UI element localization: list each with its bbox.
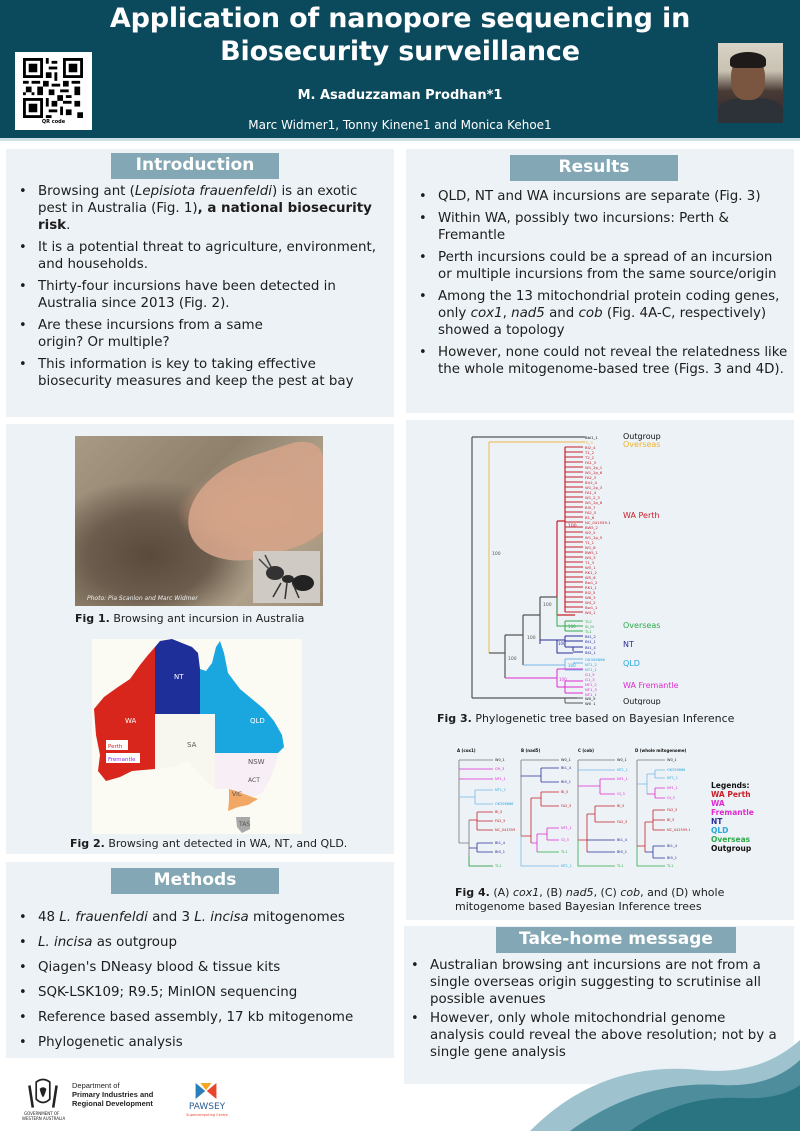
dpird-line-3: Regional Development xyxy=(72,1099,153,1108)
map-label-qld: QLD xyxy=(250,717,265,725)
wa-crest-icon xyxy=(26,1077,60,1111)
svg-text:Bt5_1: Bt5_1 xyxy=(495,850,505,854)
svg-text:W6_3: W6_3 xyxy=(585,595,596,600)
results-heading: Results xyxy=(510,155,678,181)
svg-text:W0_1: W0_1 xyxy=(617,758,627,762)
svg-text:SI_III: SI_III xyxy=(585,624,594,629)
svg-text:W4_3: W4_3 xyxy=(585,555,596,560)
svg-text:BI2_4: BI2_4 xyxy=(585,445,596,450)
svg-text:TL1: TL1 xyxy=(667,864,674,868)
svg-text:Bt2_1: Bt2_1 xyxy=(585,650,596,655)
svg-text:NT1_1: NT1_1 xyxy=(585,667,597,672)
svg-text:T1_3: T1_3 xyxy=(585,560,595,565)
bullet-text: (Fig. 4A-C, respectively) showed a topology xyxy=(438,306,767,338)
bullet-text: and xyxy=(544,306,579,321)
svg-text:NF1_1: NF1_1 xyxy=(495,777,506,781)
fig4-gene-trees xyxy=(455,748,795,873)
svg-text:GI_3: GI_3 xyxy=(667,796,675,800)
gene-name: cob xyxy=(620,886,641,899)
svg-text:W1_2p_5: W1_2p_5 xyxy=(585,535,603,540)
list-item: • Phylogenetic analysis xyxy=(16,1034,388,1051)
svg-text:FA2_5: FA2_5 xyxy=(585,510,597,515)
map-label-sa: SA xyxy=(187,741,197,749)
svg-text:Bbl1_1: Bbl1_1 xyxy=(585,435,598,440)
list-item: • This information is key to taking effective biosecurity measures and keep the pest at bay xyxy=(16,356,388,390)
australia-map-svg xyxy=(92,639,302,834)
svg-text:GI_3: GI_3 xyxy=(561,838,569,842)
fig2-label: Fig 2. xyxy=(70,837,105,850)
svg-text:FA2_5: FA2_5 xyxy=(561,804,572,808)
fig4-panel-d-label: D (whole mitogenome) xyxy=(635,748,687,753)
list-item: • Perth incursions could be a spread of an incursion or multiple incursions from the same source/origin xyxy=(416,249,790,283)
dpird-line-2: Primary Industries and xyxy=(72,1090,154,1099)
australia-map xyxy=(92,639,302,834)
svg-text:NT1_1: NT1_1 xyxy=(667,776,678,780)
svg-text:Bt1_4: Bt1_4 xyxy=(585,645,596,650)
svg-text:W1_2p_6: W1_2p_6 xyxy=(585,500,603,505)
svg-text:GH_3: GH_3 xyxy=(495,767,505,771)
group-label-wa-fremantle: WA Fremantle xyxy=(623,681,679,690)
fig1-caption-text: Browsing ant incursion in Australia xyxy=(109,612,305,625)
svg-text:W2_5: W2_5 xyxy=(585,530,596,535)
svg-text:NT1_1: NT1_1 xyxy=(617,768,628,772)
svg-text:100: 100 xyxy=(543,603,552,608)
svg-text:NF1_1: NF1_1 xyxy=(561,826,572,830)
bullet-bold-text: , a national biosecurity risk xyxy=(38,201,372,233)
caption-text: , (C) xyxy=(593,886,621,899)
svg-text:Bt1_4: Bt1_4 xyxy=(617,838,627,842)
svg-text:FA2_5: FA2_5 xyxy=(617,820,628,824)
gene-name: cox1 xyxy=(512,886,540,899)
fig4-panel-a-label: A (cox1) xyxy=(457,748,476,753)
svg-text:NC_041559.1: NC_041559.1 xyxy=(585,520,611,525)
fig4-caption xyxy=(455,886,775,914)
group-label-overseas: Overseas xyxy=(623,440,661,449)
legend-wa-perth: WA Perth xyxy=(711,790,751,799)
svg-text:G1_3: G1_3 xyxy=(585,677,595,682)
methods-heading: Methods xyxy=(111,868,279,894)
svg-text:NT1_1: NT1_1 xyxy=(495,788,506,792)
lead-author: M. Asaduzzaman Prodhan*1 xyxy=(297,88,503,103)
svg-text:100: 100 xyxy=(508,657,517,662)
bullet-text: and 3 xyxy=(147,910,195,925)
svg-text:OK356666: OK356666 xyxy=(667,768,686,772)
svg-text:BW5_2: BW5_2 xyxy=(585,525,598,530)
fig4-trees-svg xyxy=(455,748,795,873)
pawsey-mark-icon xyxy=(194,1081,218,1101)
map-label-act: ACT xyxy=(248,777,260,784)
bullet-text: Browsing ant ( xyxy=(38,184,135,199)
legend-title: Legends: xyxy=(711,781,750,790)
species-name: L. frauenfeldi xyxy=(59,910,148,925)
svg-text:Bt5_1: Bt5_1 xyxy=(561,780,571,784)
title-line-2: Biosecurity surveillance xyxy=(220,36,580,67)
svg-text:100: 100 xyxy=(558,641,566,646)
svg-text:NT1_2: NT1_2 xyxy=(585,662,597,667)
group-label-nt: NT xyxy=(623,640,634,649)
gene-name: cob xyxy=(578,306,603,321)
svg-text:TL1: TL1 xyxy=(585,629,592,634)
svg-text:TI_3: TI_3 xyxy=(585,440,593,445)
svg-text:NF1_3: NF1_3 xyxy=(585,687,597,692)
legend-outgroup: Outgroup xyxy=(711,844,752,853)
map-label-tas: TAS xyxy=(239,821,251,828)
legend-fremantle: Fremantle xyxy=(711,808,754,817)
group-label-outgroup: Outgroup xyxy=(623,432,661,441)
map-label-nsw: NSW xyxy=(248,758,265,766)
fig4-panel-b-label: B (nad5) xyxy=(521,748,541,753)
svg-text:BI5_7: BI5_7 xyxy=(585,505,596,510)
svg-text:FA2_3: FA2_3 xyxy=(585,475,597,480)
photo-hair xyxy=(730,52,766,68)
caption-text: , (B) xyxy=(539,886,566,899)
svg-text:100: 100 xyxy=(568,524,577,529)
svg-text:100: 100 xyxy=(527,636,536,641)
introduction-heading: Introduction xyxy=(111,153,279,179)
svg-text:FA1_4: FA1_4 xyxy=(585,490,597,495)
svg-text:W0_1: W0_1 xyxy=(495,758,505,762)
caption-text: , and (D) whole mitogenome based Bayesian Inference trees xyxy=(455,886,725,913)
gene-name: nad5 xyxy=(511,306,545,321)
map-label-nt: NT xyxy=(174,673,184,681)
legend-wa: WA xyxy=(711,799,725,808)
list-item xyxy=(16,909,388,926)
svg-text:Bt1_1: Bt1_1 xyxy=(585,639,596,644)
poster-title xyxy=(60,2,740,68)
list-item: • Reference based assembly, 17 kb mitogenome xyxy=(16,1009,388,1026)
list-item: • SQK-LSK109; R9.5; MinION sequencing xyxy=(16,984,388,1001)
co-authors: Marc Widmer1, Tonny Kinene1 and Monica Kehoe1 xyxy=(248,118,552,132)
svg-text:FA2_5: FA2_5 xyxy=(495,819,506,823)
fig1-caption xyxy=(75,612,304,625)
svg-text:W0_5: W0_5 xyxy=(585,696,596,701)
svg-text:Bt1_4: Bt1_4 xyxy=(495,841,505,845)
svg-text:Bt5_1: Bt5_1 xyxy=(667,856,677,860)
svg-text:W1_2p_3: W1_2p_3 xyxy=(585,485,603,490)
photo-body xyxy=(718,98,783,123)
svg-text:100: 100 xyxy=(568,624,576,629)
bullet-text: ) is an exotic pest in Australia (Fig. 1) xyxy=(38,184,358,216)
svg-text:W1_2p_1: W1_2p_1 xyxy=(585,465,603,470)
list-item: • Within WA, possibly two incursions: Perth & Fremantle xyxy=(416,210,790,244)
svg-text:Bw1_1: Bw1_1 xyxy=(585,605,598,610)
svg-text:NF1_2: NF1_2 xyxy=(585,682,597,687)
map-label-wa: WA xyxy=(125,717,137,725)
list-item: • Australian browsing ant incursions are not from a single overseas origin suggesting to scrutinise all possible avenues xyxy=(408,957,790,1008)
svg-text:NF1_1: NF1_1 xyxy=(617,777,628,781)
svg-text:100: 100 xyxy=(559,677,567,682)
pawsey-logo xyxy=(182,1081,232,1126)
svg-text:W5_6: W5_6 xyxy=(585,575,596,580)
svg-text:W0_1: W0_1 xyxy=(585,701,596,705)
gene-name: cox1 xyxy=(470,306,503,321)
ant-inset-photo xyxy=(253,551,320,603)
svg-text:W1_2p_6: W1_2p_6 xyxy=(585,470,603,475)
legend-nt: NT xyxy=(711,817,723,826)
svg-text:GI_3: GI_3 xyxy=(617,792,625,796)
svg-text:W5_1: W5_1 xyxy=(585,565,596,570)
fig2-caption-text: Browsing ant detected in WA, NT, and QLD. xyxy=(104,837,348,850)
photo-credit: Photo: Pia Scanlon and Marc Widmer xyxy=(87,595,198,602)
svg-text:TL2: TL2 xyxy=(585,619,592,624)
svg-text:RK1_1: RK1_1 xyxy=(585,585,597,590)
svg-text:BI_5: BI_5 xyxy=(667,818,675,822)
list-item xyxy=(16,183,388,234)
bullet-text: 48 xyxy=(38,910,60,925)
svg-text:OK356666: OK356666 xyxy=(495,802,514,806)
svg-text:T1_1: T1_1 xyxy=(585,540,595,545)
svg-text:W4_2: W4_2 xyxy=(585,600,596,605)
svg-text:W1_6: W1_6 xyxy=(585,545,596,550)
author-photo xyxy=(718,43,783,123)
svg-text:Bt1_2: Bt1_2 xyxy=(585,634,596,639)
svg-text:TL1: TL1 xyxy=(495,864,502,868)
svg-text:BI_5: BI_5 xyxy=(561,790,569,794)
svg-text:W4_1: W4_1 xyxy=(585,610,596,615)
poster-header xyxy=(0,0,800,141)
bullet-text: mitogenomes xyxy=(248,910,345,925)
list-item xyxy=(416,288,790,339)
list-item xyxy=(16,934,388,951)
svg-text:W0_1: W0_1 xyxy=(561,758,571,762)
dpird-line-1: Department of xyxy=(72,1081,120,1090)
list-item: • QLD, NT and WA incursions are separate (Fig. 3) xyxy=(416,188,790,205)
svg-text:T2_2: T2_2 xyxy=(585,455,595,460)
list-item: • It is a potential threat to agriculture, environment, and households. xyxy=(16,239,388,273)
fig3-caption xyxy=(437,712,734,725)
svg-text:FA2_5: FA2_5 xyxy=(667,808,678,812)
map-label-vic: VIC xyxy=(232,791,243,798)
list-item: • Qiagen's DNeasy blood & tissue kits xyxy=(16,959,388,976)
fig3-tree-svg xyxy=(465,425,795,705)
species-name: L. incisa xyxy=(38,935,93,950)
svg-text:OK356666: OK356666 xyxy=(585,657,605,662)
group-label-outgroup-2: Outgroup xyxy=(623,697,661,705)
fig1-ant-photo xyxy=(75,436,323,606)
pawsey-name: PAWSEY xyxy=(188,1102,226,1112)
svg-text:FA1_5: FA1_5 xyxy=(585,460,597,465)
group-label-qld: QLD xyxy=(623,659,640,668)
svg-text:Bt1_4: Bt1_4 xyxy=(667,844,677,848)
methods-list xyxy=(16,909,388,1051)
list-item: • However, only whole mitochondrial genome analysis could reveal the above resolution; not by a single gene analysis xyxy=(408,1010,790,1061)
svg-text:BI_5: BI_5 xyxy=(495,810,503,814)
svg-text:RK1_2: RK1_2 xyxy=(585,570,597,575)
bullet-text: . xyxy=(66,218,71,233)
introduction-list xyxy=(16,183,388,390)
svg-text:BI_5: BI_5 xyxy=(617,804,625,808)
svg-text:T1_2: T1_2 xyxy=(585,450,595,455)
svg-text:TL1: TL1 xyxy=(561,850,568,854)
pawsey-sub: Supercomputing Centre xyxy=(186,1113,228,1117)
species-name: L. incisa xyxy=(194,910,249,925)
fig4-panel-c-label: C (cob) xyxy=(578,748,594,753)
qr-label: QR code xyxy=(41,119,66,125)
svg-text:NC_041559: NC_041559 xyxy=(495,828,516,832)
svg-text:100: 100 xyxy=(568,663,576,668)
svg-text:BW5_1: BW5_1 xyxy=(585,550,598,555)
dpird-logo xyxy=(22,1075,162,1125)
gene-name: nad5 xyxy=(565,886,594,899)
group-label-overseas-2: Overseas xyxy=(623,621,661,630)
list-item: • Are these incursions from a same origin? Or multiple? xyxy=(16,317,388,351)
svg-text:B1_6: B1_6 xyxy=(585,515,595,520)
fig1-label: Fig 1. xyxy=(75,612,110,625)
svg-text:G1_5: G1_5 xyxy=(585,672,595,677)
legend-overseas: Overseas xyxy=(711,835,751,844)
bullet-text: , xyxy=(502,306,512,321)
gov-line-1: GOVERNMENT OF xyxy=(24,1111,60,1116)
gov-line-2: WESTERN AUSTRALIA xyxy=(22,1116,66,1121)
list-item: • Thirty-four incursions have been detected in Australia since 2013 (Fig. 2). xyxy=(16,278,388,312)
svg-text:Bt5_1: Bt5_1 xyxy=(617,850,627,854)
qr-code-icon xyxy=(23,58,83,118)
svg-text:NT1_1: NT1_1 xyxy=(561,864,572,868)
svg-text:NF1_1: NF1_1 xyxy=(667,786,678,790)
take-home-heading: Take-home message xyxy=(496,927,736,953)
svg-text:100: 100 xyxy=(492,552,501,557)
svg-text:W1_2_3: W1_2_3 xyxy=(585,495,600,500)
fig4-label: Fig 4. xyxy=(455,886,490,899)
fig2-caption xyxy=(70,837,347,850)
qr-code[interactable] xyxy=(15,52,92,130)
svg-text:Bw1_2: Bw1_2 xyxy=(585,580,598,585)
svg-text:W0_1: W0_1 xyxy=(667,758,677,762)
fig3-phylogenetic-tree xyxy=(465,425,795,705)
group-label-wa-perth: WA Perth xyxy=(623,511,660,520)
caption-text: (A) xyxy=(489,886,513,899)
map-label-perth: Perth xyxy=(108,744,123,750)
fig3-label: Fig 3. xyxy=(437,712,472,725)
svg-text:NF1_1: NF1_1 xyxy=(585,692,597,697)
svg-text:Bir2_4: Bir2_4 xyxy=(585,480,597,485)
species-name: Lepisiota frauenfeldi xyxy=(134,184,272,199)
svg-text:NC_041559.1: NC_041559.1 xyxy=(667,828,691,832)
results-list xyxy=(416,188,790,378)
ant-icon xyxy=(253,551,320,603)
map-label-fremantle: Fremantle xyxy=(108,757,136,763)
svg-text:BI2_5: BI2_5 xyxy=(585,590,596,595)
title-line-1: Application of nanopore sequencing in xyxy=(109,3,691,34)
list-item: • However, none could not reveal the relatedness like the whole mitogenome-based tree (Figs. 3 and 4D). xyxy=(416,344,790,378)
fig3-caption-text: Phylogenetic tree based on Bayesian Inference xyxy=(471,712,735,725)
bullet-text: as outgroup xyxy=(92,935,177,950)
legend-qld: QLD xyxy=(711,826,729,835)
take-home-list xyxy=(408,957,790,1061)
svg-text:TL1: TL1 xyxy=(617,864,624,868)
svg-text:Bt1_4: Bt1_4 xyxy=(561,766,571,770)
bullet-text: Among the 13 mitochondrial protein coding genes, only xyxy=(438,289,780,321)
